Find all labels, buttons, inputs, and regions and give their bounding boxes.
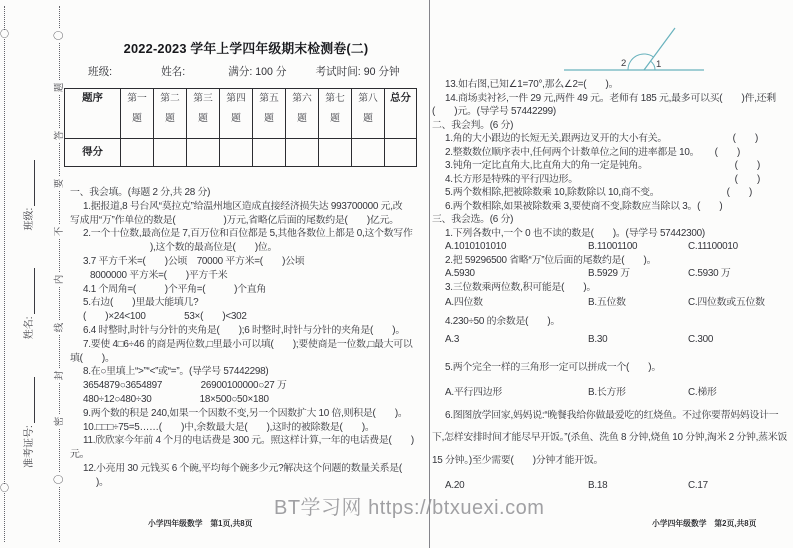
info-name-label: 姓名: bbox=[161, 66, 186, 78]
class-field bbox=[20, 160, 35, 231]
question-line: 12.小亮用 30 元钱买 6 个碗,平均每个碗多少元?解决这个问题的数量关系是( bbox=[83, 462, 402, 474]
option-c: C.17 bbox=[688, 480, 708, 491]
question-line: 1.据报道,8 号台风“莫拉克”给温州地区造成直接经济损失达 993700000 元,改 bbox=[83, 200, 403, 212]
exam-title: 2022-2023 学年上学四年级期末检测卷(二) bbox=[123, 41, 369, 56]
seal-char: 题 bbox=[54, 82, 65, 93]
info-exam-time: 考试时间: 90 分钟 bbox=[315, 66, 400, 78]
score-table-col: 第七题 bbox=[319, 89, 352, 139]
judge-text: 4.长方形是特殊的平行四边形。 bbox=[445, 173, 578, 185]
exam-number-label: 准考证号: bbox=[23, 425, 35, 468]
score-table-col: 第五题 bbox=[253, 89, 286, 139]
score-table-col: 第二题 bbox=[154, 89, 187, 139]
score-table-score-row bbox=[65, 139, 417, 167]
question-line: 3654879○3654897 26900100000○27 万 bbox=[83, 380, 287, 392]
question-line: 2.一个十位数,最高位是 7,百万位和百位都是 5,其他各数位上都是 0,这个数写作 bbox=[83, 228, 413, 240]
option-a: A.1010101010 bbox=[445, 241, 507, 252]
page2-footer: 小学四年级数学 第2页,共8页 bbox=[652, 519, 757, 528]
seal-char: 内 bbox=[54, 274, 65, 285]
question-line: 8.在○里填上“>”“<”或“=”。(导学号 57442298) bbox=[83, 366, 269, 378]
score-table-col: 第六题 bbox=[286, 89, 319, 139]
info-class-label: 班级: bbox=[88, 66, 113, 78]
option-b: B.30 bbox=[588, 334, 608, 345]
question-line: 填( )。 bbox=[70, 352, 115, 364]
seal-char: 不 bbox=[54, 226, 65, 237]
score-table-col: 第四题 bbox=[220, 89, 253, 139]
judge-answer-paren: ( ) bbox=[732, 133, 758, 144]
judge-answer-paren: ( ) bbox=[697, 200, 723, 212]
class-label: 班级: bbox=[23, 207, 35, 231]
class-blank bbox=[24, 160, 35, 206]
question-line: 写成用“万”作单位的数是( )万元,省略亿后面的尾数约是( )亿元。 bbox=[70, 214, 399, 226]
score-cell-empty bbox=[121, 139, 154, 167]
seal-ring-bottom-left: 〇 bbox=[0, 483, 10, 493]
judge-item bbox=[432, 159, 788, 173]
angle2-label: 2 bbox=[621, 58, 627, 69]
choice-stem: 4.230÷50 的余数是( )。 bbox=[445, 315, 561, 327]
option-b: B.11001100 bbox=[588, 241, 638, 252]
judge-item bbox=[432, 132, 788, 146]
seal-char: 〇 bbox=[54, 30, 65, 41]
page1-footer: 小学四年级数学 第1页,共8页 bbox=[148, 519, 253, 528]
question-line: 11.欣欣家今年前 4 个月的电话费是 300 元。照这样计算,一年的电话费是( ) bbox=[83, 435, 414, 447]
score-cell-empty bbox=[286, 139, 319, 167]
name-field bbox=[20, 268, 35, 339]
score-table-header-row bbox=[65, 89, 417, 139]
choice-options bbox=[432, 386, 788, 400]
option-a: A.平行四边形 bbox=[445, 387, 502, 398]
watermark: BT学习网 https://btxuexi.com bbox=[274, 497, 545, 519]
option-a: A.3 bbox=[445, 334, 460, 345]
section2-title: 二、我会判。(6 分) bbox=[432, 119, 514, 131]
angle1-label: 1 bbox=[656, 59, 662, 70]
option-c: C.11100010 bbox=[688, 241, 738, 252]
score-table bbox=[64, 88, 417, 167]
question-line: 7.要使 4□6÷46 的商是两位数,□里最小可以填( );要使商是一位数,□最大可以 bbox=[83, 338, 413, 350]
section1-title: 一、我会填。(每题 2 分,共 28 分) bbox=[70, 187, 211, 198]
score-row-label: 得分 bbox=[65, 139, 121, 167]
option-c: C.5930 万 bbox=[688, 268, 731, 279]
page2-questions bbox=[432, 78, 788, 493]
section3-title: 三、我会选。(6 分) bbox=[432, 214, 514, 225]
seal-char: 要 bbox=[54, 178, 65, 189]
judge-answer-paren: ( ) bbox=[734, 160, 760, 171]
score-table-col: 第八题 bbox=[352, 89, 385, 139]
judge-answer-paren: ( ) bbox=[734, 173, 760, 185]
score-cell-empty bbox=[385, 139, 417, 167]
question-line: ),这个数的最高位是( )位。 bbox=[150, 242, 278, 254]
choice-stem: 5.两个完全一样的三角形一定可以拼成一个( )。 bbox=[445, 361, 661, 373]
judge-text: 5.两个数相除,把被除数乘 10,除数除以 10,商不变。 bbox=[445, 187, 660, 198]
judge-item bbox=[432, 146, 788, 160]
question-line: 5.右边( )里最大能填几? bbox=[83, 297, 199, 309]
question-line: ( )元。(导学号 57442299) bbox=[432, 106, 556, 117]
option-c: C.300 bbox=[688, 334, 714, 345]
seal-char: 线 bbox=[54, 322, 65, 333]
fold-dotted-line bbox=[4, 6, 5, 542]
score-cell-empty bbox=[220, 139, 253, 167]
question-line: 480÷12○480÷30 18×500○50×180 bbox=[83, 393, 269, 405]
info-full-score: 满分: 100 分 bbox=[228, 66, 287, 78]
choice-options bbox=[432, 296, 788, 310]
score-table-corner: 题序 bbox=[65, 89, 121, 139]
student-info-rotated bbox=[16, 86, 38, 468]
choice-stem: 1.下列各数中,一个 0 也不读的数是( )。(导学号 57442300) bbox=[445, 227, 705, 239]
question-line: 13.如右图,已知∠1=70°,那么∠2=( )。 bbox=[445, 79, 619, 90]
name-label: 姓名: bbox=[23, 316, 35, 340]
option-b: B.18 bbox=[588, 480, 608, 491]
option-a: A.四位数 bbox=[445, 297, 483, 308]
option-c: C.梯形 bbox=[688, 387, 717, 398]
score-cell-empty bbox=[154, 139, 187, 167]
choice-stem: 6.图图放学回家,妈妈说:“晚餐我给你做最爱吃的红烧鱼。不过你要帮妈妈设计一 bbox=[445, 409, 779, 421]
question-line: 8000000 平方米=( )平方千米 bbox=[90, 269, 228, 281]
question-line: 9.两个数的积是 240,如果一个因数不变,另一个因数扩大 10 倍,则积是( )。 bbox=[83, 407, 408, 419]
score-cell-empty bbox=[352, 139, 385, 167]
question-line: 10.□□□÷75=5……( )中,余数最大是( ),这时的被除数是( )。 bbox=[83, 421, 375, 433]
page1-questions bbox=[70, 186, 428, 490]
seal-char: 答 bbox=[54, 130, 65, 141]
judge-text: 2.整数数位顺序表中,任何两个计数单位之间的进率都是 10。 bbox=[445, 146, 700, 158]
question-line: )。 bbox=[96, 476, 109, 488]
choice-stem: 3.三位数乘两位数,积可能是( )。 bbox=[445, 281, 597, 293]
score-cell-empty bbox=[253, 139, 286, 167]
exam-info-row bbox=[88, 64, 400, 79]
option-a: A.20 bbox=[445, 480, 465, 491]
question-line: 14.商场卖衬衫,一件 29 元,两件 49 元。老师有 185 元,最多可以买( )件,还剩 bbox=[445, 92, 776, 104]
judge-text: 6.两个数相除,如果被除数乘 3,要使商不变,除数应当除以 3。 bbox=[445, 200, 698, 212]
seal-char: 密 bbox=[54, 416, 65, 427]
option-b: B.长方形 bbox=[588, 387, 626, 398]
judge-item bbox=[432, 173, 788, 187]
question-line: 4.1 个周角=( )个平角=( )个直角 bbox=[83, 283, 267, 295]
score-table-col: 第一题 bbox=[121, 89, 154, 139]
question-line: 元。 bbox=[70, 449, 90, 461]
choice-options bbox=[432, 333, 788, 347]
score-cell-empty bbox=[187, 139, 220, 167]
seal-ring-top-left: 〇 bbox=[0, 29, 10, 39]
judge-item bbox=[432, 186, 788, 200]
page-divider-line bbox=[429, 0, 430, 548]
question-line: ( )×24<100 53×( )<302 bbox=[83, 311, 247, 323]
seal-char: 封 bbox=[54, 370, 65, 381]
question-line: 6.4 时整时,时针与分针的夹角是( );6 时整时,时针与分针的夹角是( )。 bbox=[83, 324, 405, 336]
judge-item bbox=[432, 200, 788, 214]
choice-stem-line2: 下,怎样安排时间才能尽早开饭。”(杀鱼、洗鱼 8 分钟,烧鱼 10 分钟,淘米 2 分钟,蒸米饭 bbox=[432, 432, 788, 443]
choice-stem: 2.把 59296500 省略“万”位后面的尾数约是( )。 bbox=[445, 254, 657, 266]
score-cell-empty bbox=[319, 139, 352, 167]
judge-answer-paren: ( ) bbox=[726, 187, 752, 198]
question-line: 3.7 平方千米=( )公顷 70000 平方米=( )公顷 bbox=[83, 255, 305, 267]
name-blank bbox=[24, 268, 35, 314]
choice-options bbox=[432, 240, 788, 254]
option-b: B.5929 万 bbox=[588, 268, 630, 279]
option-c: C.四位数或五位数 bbox=[688, 297, 765, 308]
choice-stem-line3: 15 分钟。)至少需要( )分钟才能开饭。 bbox=[432, 454, 604, 466]
exam-number-blank bbox=[24, 377, 35, 423]
seal-char: 〇 bbox=[54, 474, 65, 485]
score-table-col: 第三题 bbox=[187, 89, 220, 139]
option-a: A.5930 bbox=[445, 268, 475, 279]
judge-text: 3.钝角一定比直角大,比直角大的角一定是钝角。 bbox=[445, 160, 648, 171]
angle-diagram bbox=[558, 22, 708, 80]
score-table-total: 总分 bbox=[385, 89, 417, 139]
option-b: B.五位数 bbox=[588, 297, 626, 308]
judge-answer-paren: ( ) bbox=[714, 146, 740, 158]
choice-options bbox=[432, 267, 788, 281]
exam-number-field bbox=[20, 377, 35, 468]
judge-text: 1.角的大小跟边的长短无关,跟两边叉开的大小有关。 bbox=[445, 133, 667, 144]
